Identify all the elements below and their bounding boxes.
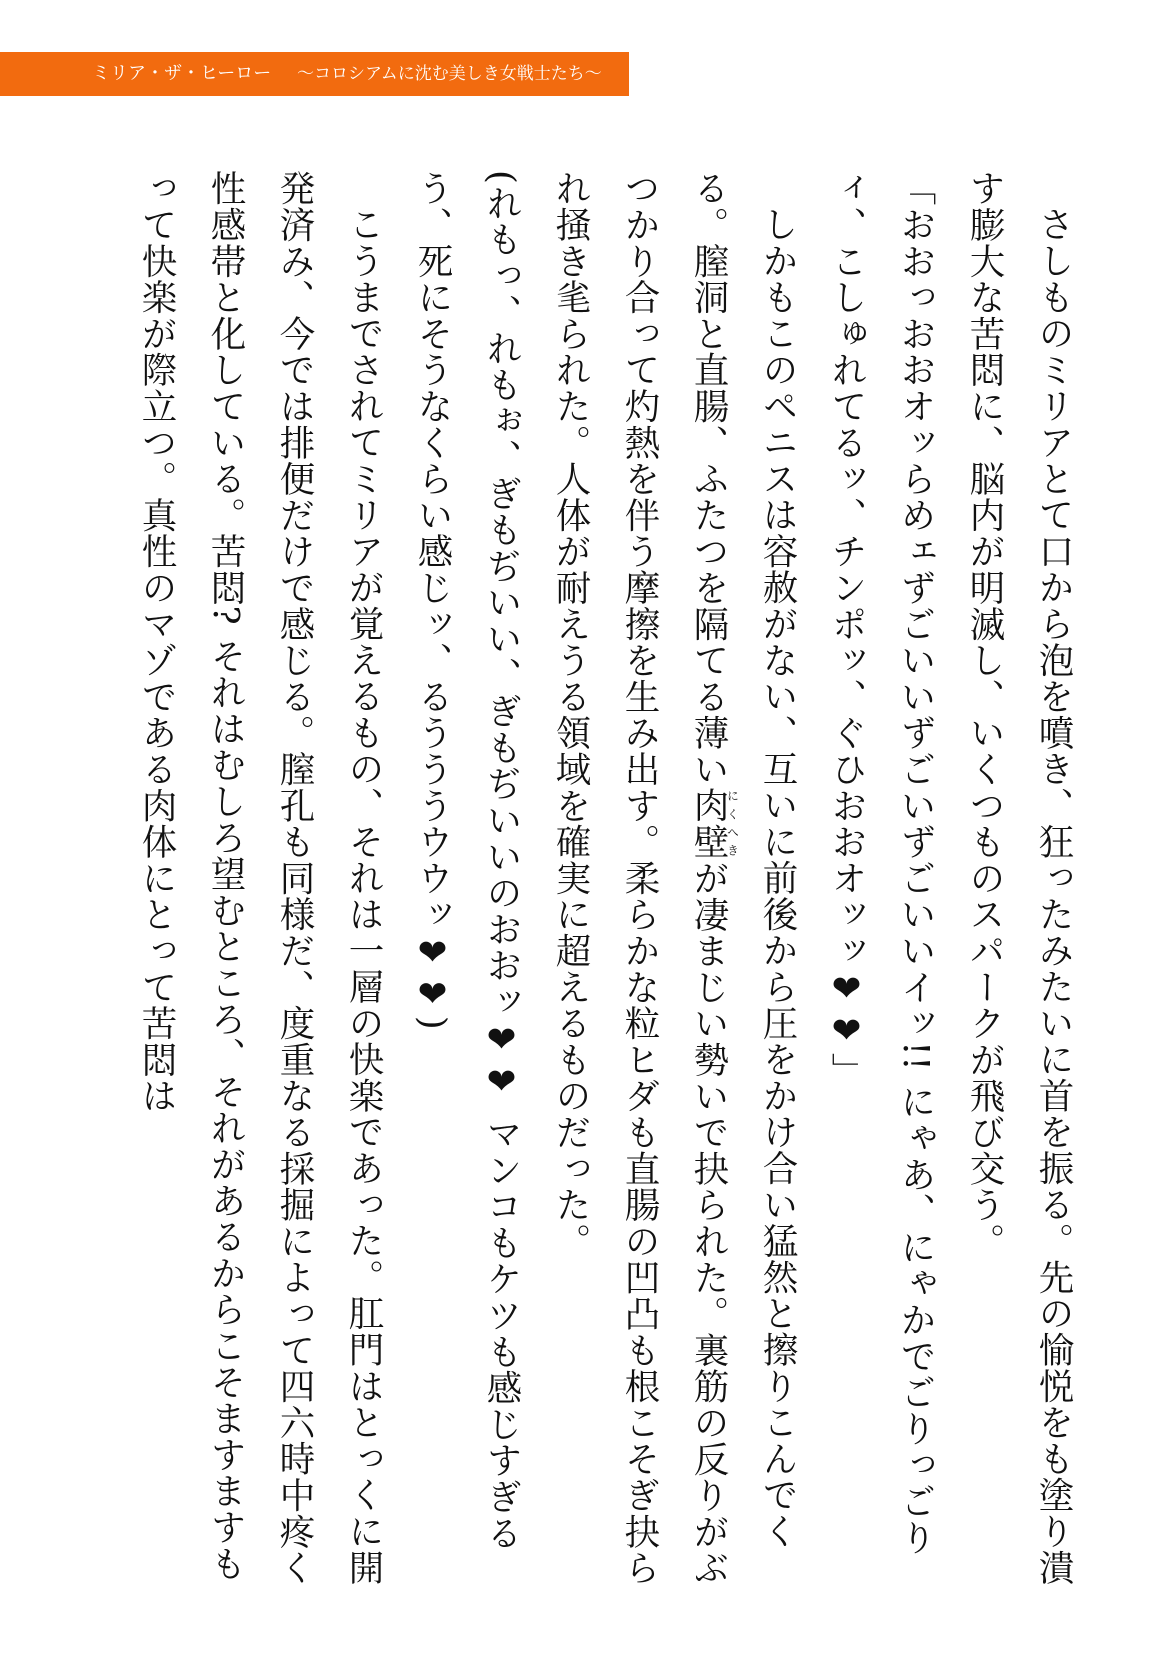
ruby-base: 肉壁 xyxy=(688,787,729,860)
book-subtitle: 〜コロシアムに沈む美しき女戦士たち〜 xyxy=(297,64,602,84)
ruby-word xyxy=(688,787,740,860)
paragraph-2 xyxy=(536,170,812,1610)
book-title: ミリア・ザ・ヒーロー xyxy=(92,63,272,84)
paragraph-2-part-2: が凄まじい勢いで抉られた。裏筋の反りがぶつかり合って灼熱を伴う摩擦を生み出す。柔らかな粒ヒダも直腸の凹凸も根こそぎ抉られ掻き毟られた。人体が耐えうる領域を確実に超えるものだった。 xyxy=(550,170,729,1586)
inner-monologue: (れもっ、れもぉ、ぎもぢいい、ぎもぢいいのおおッ❤❤ マンコもケツも感じすぎるう、死にそうなくらい感じッ、るうううウウッ❤❤) xyxy=(412,170,522,1551)
header-band xyxy=(0,52,629,96)
paragraph-1: さしものミリアとて口から泡を噴き、狂ったみたいに首を振る。先の愉悦をも塗り潰す膨大な苦悶に、脳内が明滅し、いくつものスパークが飛び交う。 xyxy=(964,170,1074,1585)
vertical-body-text xyxy=(78,170,1088,1610)
paragraph-2-part-1: しかもこのペニスは容赦がない、互いに前後から圧をかけ合い猛然と擦りこんでくる。膣洞と直腸、ふたつを隔てる薄い xyxy=(688,170,798,1549)
paragraph-3: こうまでされてミリアが覚えるもの、それは一層の快楽であった。肛門はとっくに開発済み、今では排便だけで感じる。膣孔も同様だ、度重なる採掘によって四六時中疼く性感帯と化している。苦悶? それはむしろ望むところ、それがあるからこそますますもって快楽が際立つ。真性のマゾである肉体にとって苦悶は xyxy=(136,170,384,1586)
dialogue-line: 「おおっおおオッらめェずごいいずごいずごいいイッ!! にゃあ、にゃかでごりっごりィ、こしゅれてるッ、チンポッ、ぐひおおオッッ❤❤」 xyxy=(826,170,936,1556)
ruby-reading: にくへき xyxy=(725,787,740,860)
